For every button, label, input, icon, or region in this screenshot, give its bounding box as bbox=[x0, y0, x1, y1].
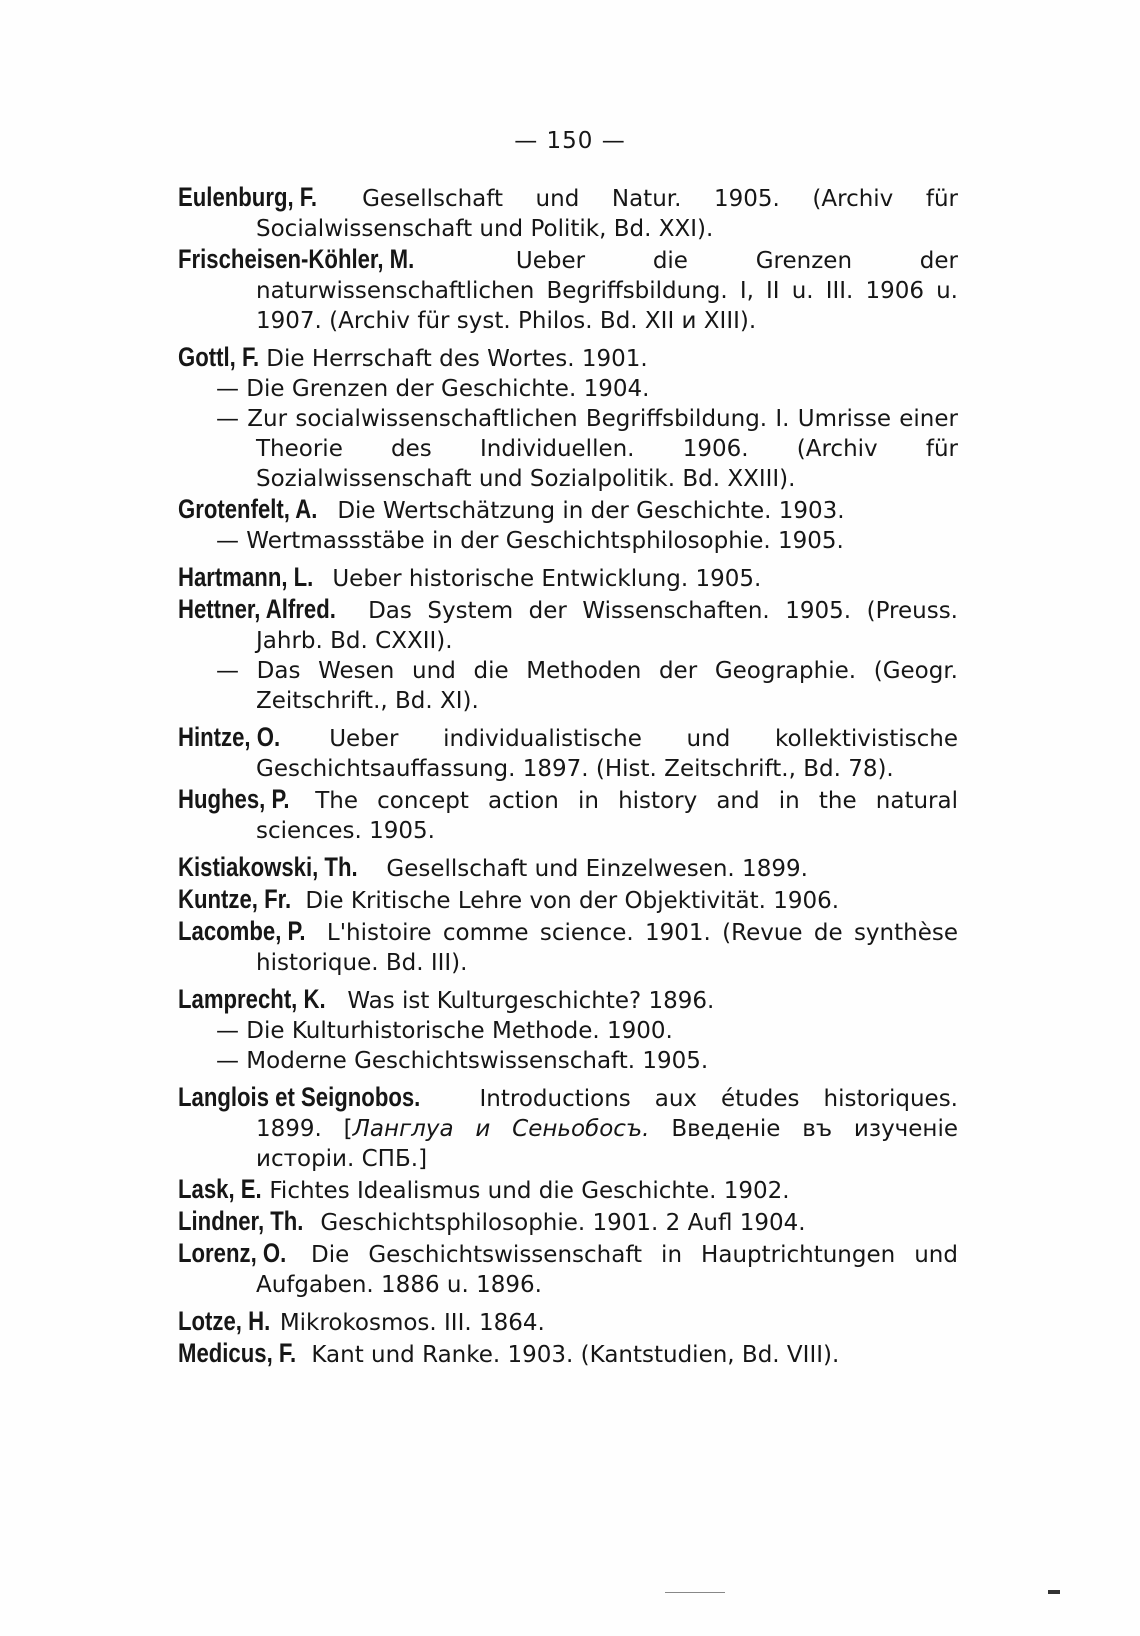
author-name: Lorenz, O. bbox=[178, 1238, 287, 1268]
bib-entry bbox=[178, 342, 958, 374]
bib-entry bbox=[178, 1338, 958, 1370]
author-name: Lacombe, P. bbox=[178, 916, 306, 946]
entry-text: Geschichtsphilosophie. 1901. 2 Aufl 1904. bbox=[320, 1210, 806, 1236]
bib-subentry: — Die Grenzen der Geschichte. 1904. bbox=[216, 376, 650, 402]
bib-subentry: — Das Wesen und die Methoden der Geographie. (Geogr. Zeitschrift., Bd. XI). bbox=[216, 658, 958, 714]
author-name: Lamprecht, K. bbox=[178, 984, 326, 1014]
footer-rule bbox=[665, 1592, 725, 1593]
bib-subentry: — Wertmassstäbe in der Geschichtsphilosophie. 1905. bbox=[216, 528, 844, 554]
entry-text: Die Wertschätzung in der Geschichte. 1903. bbox=[337, 498, 845, 524]
author-name: Kistiakowski, Th. bbox=[178, 852, 358, 882]
bib-entry bbox=[178, 594, 958, 656]
author-name: Lindner, Th. bbox=[178, 1206, 304, 1236]
bib-subentry: — Die Kulturhistorische Methode. 1900. bbox=[216, 1018, 673, 1044]
entry-text: Fichtes Idealismus und die Geschichte. 1902. bbox=[269, 1178, 790, 1204]
bib-entry bbox=[178, 1082, 958, 1174]
entry-text: L'histoire comme science. 1901. (Revue de synthèse historique. Bd. III). bbox=[256, 920, 958, 976]
entry-text: Die Kritische Lehre von der Objektivität. 1906. bbox=[305, 888, 840, 914]
page-number: — 150 — bbox=[514, 128, 626, 154]
author-name: Frischeisen-Köhler, M. bbox=[178, 244, 415, 274]
entry-text: Die Herrschaft des Wortes. 1901. bbox=[266, 346, 648, 372]
entry-text: Das System der Wissenschaften. 1905. (Preuss. Jahrb. Bd. CXXII). bbox=[256, 598, 958, 654]
author-name: Hartmann, L. bbox=[178, 562, 314, 592]
bib-entry bbox=[178, 1174, 958, 1206]
entry-text: Was ist Kulturgeschichte? 1896. bbox=[347, 988, 715, 1014]
author-name: Grotenfelt, A. bbox=[178, 494, 318, 524]
author-name: Lask, E. bbox=[178, 1174, 262, 1204]
author-name: Eulenburg, F. bbox=[178, 182, 318, 212]
bib-entry bbox=[178, 916, 958, 978]
author-name: Gottl, F. bbox=[178, 342, 260, 372]
author-name: Hughes, P. bbox=[178, 784, 290, 814]
author-name: Hettner, Alfred. bbox=[178, 594, 336, 624]
bib-entry bbox=[178, 494, 958, 526]
bib-entry bbox=[178, 984, 958, 1016]
author-name: Langlois et Seignobos. bbox=[178, 1082, 421, 1112]
entry-text: Mikrokosmos. III. 1864. bbox=[279, 1310, 545, 1336]
bib-subentry: — Zur socialwissenschaftlichen Begriffsbildung. I. Umrisse einer Theorie des Individuellen. 1906. (Archiv für Sozialwissenschaft und Sozialpolitik. Bd. XXIII). bbox=[216, 406, 958, 492]
bib-entry bbox=[178, 562, 958, 594]
entry-text-continued: Введенiе въ изученiе исторiи. СПБ.] bbox=[256, 1116, 958, 1172]
entry-text-italic: Ланглуа и Сеньобосъ. bbox=[352, 1116, 650, 1142]
bib-entry bbox=[178, 1238, 958, 1300]
entry-text: Ueber individualistische und kollektivistische Geschichtsauffassung. 1897. (Hist. Zeitschrift., Bd. 78). bbox=[256, 726, 958, 782]
bib-entry bbox=[178, 784, 958, 846]
entry-text: The concept action in history and in the natural sciences. 1905. bbox=[256, 788, 958, 844]
bib-entry bbox=[178, 1206, 958, 1238]
author-name: Kuntze, Fr. bbox=[178, 884, 292, 914]
bib-subentry: — Moderne Geschichtswissenschaft. 1905. bbox=[216, 1048, 709, 1074]
bib-entry bbox=[178, 852, 958, 884]
bib-entry bbox=[178, 182, 958, 244]
entry-text: Ueber die Grenzen der naturwissenschaftlichen Begriffsbildung. I, II u. III. 1906 u. 1907. (Archiv für syst. Philos. Bd. XII и XIII). bbox=[256, 248, 959, 334]
bibliography-list bbox=[178, 182, 958, 1370]
bib-entry bbox=[178, 884, 958, 916]
entry-text: Introductions aux études historiques. 1899. [ bbox=[256, 1086, 958, 1142]
entry-text: Gesellschaft und Natur. 1905. (Archiv für Socialwissenschaft und Politik, Bd. XXI). bbox=[256, 186, 958, 242]
entry-text: Kant und Ranke. 1903. (Kantstudien, Bd. VIII). bbox=[311, 1342, 840, 1368]
bib-entry bbox=[178, 244, 958, 336]
author-name: Lotze, H. bbox=[178, 1306, 271, 1336]
entry-text: Die Geschichtswissenschaft in Hauptrichtungen und Aufgaben. 1886 u. 1896. bbox=[256, 1242, 958, 1298]
author-name: Hintze, O. bbox=[178, 722, 281, 752]
print-mark bbox=[1048, 1590, 1060, 1594]
bib-entry bbox=[178, 722, 958, 784]
author-name: Medicus, F. bbox=[178, 1338, 297, 1368]
entry-text: Gesellschaft und Einzelwesen. 1899. bbox=[386, 856, 808, 882]
bib-entry bbox=[178, 1306, 958, 1338]
entry-text: Ueber historische Entwicklung. 1905. bbox=[332, 566, 762, 592]
